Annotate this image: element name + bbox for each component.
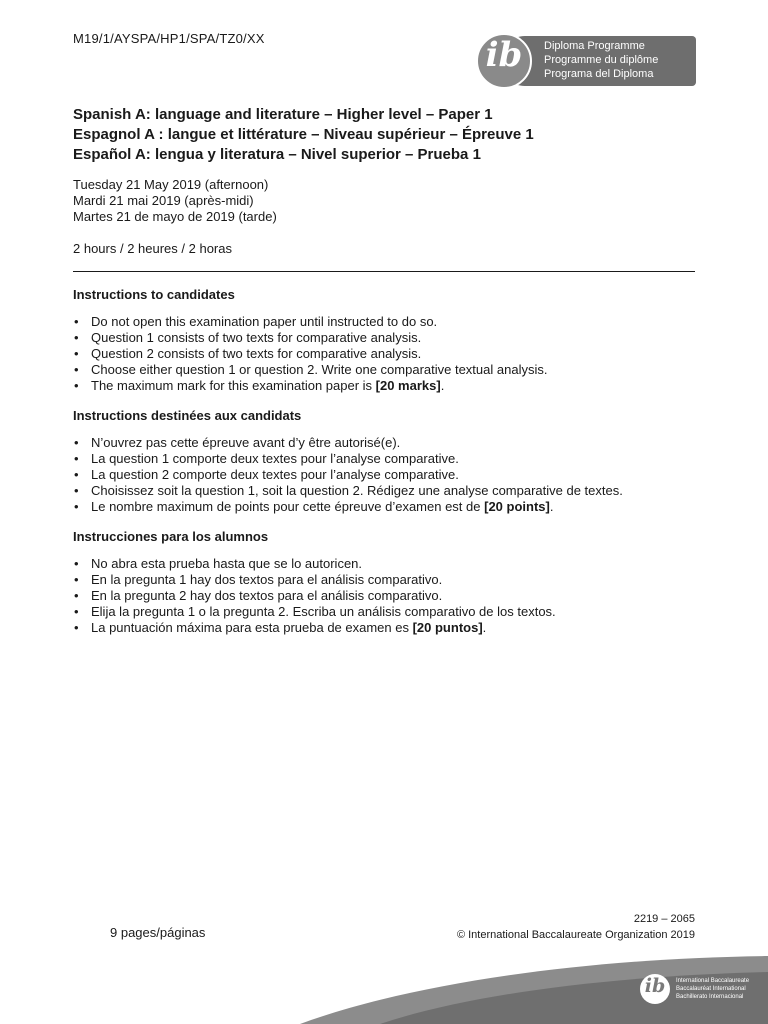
list-item — [73, 451, 695, 467]
instruction-text: Question 2 consists of two texts for comparative analysis. — [91, 346, 422, 361]
exam-titles — [73, 105, 534, 165]
diploma-programme-logo — [476, 33, 696, 91]
list-item — [73, 588, 695, 604]
bullet-icon: • — [74, 499, 79, 514]
divider — [73, 271, 695, 272]
footer-logo-text — [676, 977, 749, 1001]
instruction-text: Le nombre maximum de points pour cette épreuve d’examen est de — [91, 499, 485, 514]
bullet-icon: • — [74, 362, 79, 377]
footer-logo-line-en: International Baccalaureate — [676, 978, 750, 984]
list-item — [73, 483, 695, 499]
footer-info — [457, 911, 695, 943]
instruction-text: Choose either question 1 or question 2. Write one comparative textual analysis. — [91, 362, 548, 377]
max-mark: [20 marks] — [375, 378, 441, 393]
bullet-icon: • — [74, 467, 79, 482]
footer-logo-line-fr: Baccalauréat International — [676, 986, 746, 992]
list-item — [73, 362, 695, 378]
list-item — [73, 346, 695, 362]
instruction-list — [73, 556, 695, 636]
instruction-text: La question 2 comporte deux textes pour l’analyse comparative. — [91, 467, 459, 482]
bullet-icon: • — [74, 314, 79, 329]
bullet-icon: • — [74, 435, 79, 450]
instruction-suffix: . — [440, 378, 445, 393]
page-count: 9 pages/páginas — [110, 925, 206, 940]
bullet-icon: • — [74, 378, 79, 393]
exam-duration: 2 hours / 2 heures / 2 horas — [73, 241, 232, 256]
logo-line-es: Programa del Diploma — [544, 68, 654, 80]
exam-dates — [73, 177, 277, 225]
bullet-icon: • — [74, 483, 79, 498]
instruction-text: N’ouvrez pas cette épreuve avant d’y être autorisé(e). — [91, 435, 401, 450]
list-item — [73, 572, 695, 588]
instruction-text: En la pregunta 2 hay dos textos para el análisis comparativo. — [91, 588, 443, 603]
instruction-text: The maximum mark for this examination paper is — [91, 378, 376, 393]
instruction-list — [73, 314, 695, 394]
bullet-icon: • — [74, 451, 79, 466]
instructions-french — [73, 408, 695, 515]
section-heading: Instructions to candidates — [73, 287, 235, 302]
bullet-icon: • — [74, 620, 79, 635]
section-heading: Instrucciones para los alumnos — [73, 529, 269, 544]
max-mark: [20 points] — [484, 499, 550, 514]
title-english: Spanish A: language and literature – Higher level – Paper 1 — [73, 106, 493, 123]
ib-logo-small-mark: ib — [644, 975, 666, 997]
instruction-text: Choisissez soit la question 1, soit la question 2. Rédigez une analyse comparative de textes. — [91, 483, 623, 498]
instructions-english — [73, 287, 695, 394]
bullet-icon: • — [74, 604, 79, 619]
list-item — [73, 378, 695, 394]
instruction-text: Question 1 consists of two texts for comparative analysis. — [91, 330, 422, 345]
exam-code: M19/1/AYSPA/HP1/SPA/TZ0/XX — [73, 31, 265, 46]
list-item — [73, 314, 695, 330]
instruction-text: En la pregunta 1 hay dos textos para el análisis comparativo. — [91, 572, 443, 587]
instruction-suffix: . — [549, 499, 554, 514]
copyright-notice: © International Baccalaureate Organization 2019 — [456, 929, 695, 941]
instruction-text: Do not open this examination paper until instructed to do so. — [91, 314, 438, 329]
document-number: 2219 – 2065 — [633, 913, 695, 925]
ib-footer-logo — [640, 972, 750, 1006]
list-item — [73, 435, 695, 451]
bullet-icon: • — [74, 346, 79, 361]
list-item — [73, 556, 695, 572]
list-item — [73, 604, 695, 620]
list-item — [73, 330, 695, 346]
list-item — [73, 620, 695, 636]
date-english: Tuesday 21 May 2019 (afternoon) — [73, 177, 269, 192]
max-mark: [20 puntos] — [412, 620, 483, 635]
logo-line-en: Diploma Programme — [544, 40, 645, 52]
bullet-icon: • — [74, 330, 79, 345]
instruction-text: La puntuación máxima para esta prueba de examen es — [91, 620, 413, 635]
list-item — [73, 499, 695, 515]
bullet-icon: • — [74, 556, 79, 571]
instruction-text: No abra esta prueba hasta que se lo autoricen. — [91, 556, 363, 571]
title-spanish: Español A: lengua y literatura – Nivel superior – Prueba 1 — [73, 146, 481, 163]
logo-text — [544, 39, 658, 81]
instruction-list — [73, 435, 695, 515]
bullet-icon: • — [74, 588, 79, 603]
ib-logo-mark: ib — [485, 35, 523, 75]
instruction-suffix: . — [482, 620, 487, 635]
section-heading: Instructions destinées aux candidats — [73, 408, 302, 423]
instruction-text: La question 1 comporte deux textes pour l’analyse comparative. — [91, 451, 459, 466]
footer-logo-line-es: Bachillerato Internacional — [676, 994, 744, 1000]
date-french: Mardi 21 mai 2019 (après-midi) — [73, 193, 254, 208]
instruction-text: Elija la pregunta 1 o la pregunta 2. Escriba un análisis comparativo de los textos. — [91, 604, 556, 619]
list-item — [73, 467, 695, 483]
date-spanish: Martes 21 de mayo de 2019 (tarde) — [73, 209, 277, 224]
title-french: Espagnol A : langue et littérature – Niveau supérieur – Épreuve 1 — [73, 126, 534, 143]
instructions-spanish — [73, 529, 695, 636]
bullet-icon: • — [74, 572, 79, 587]
logo-line-fr: Programme du diplôme — [544, 54, 659, 66]
